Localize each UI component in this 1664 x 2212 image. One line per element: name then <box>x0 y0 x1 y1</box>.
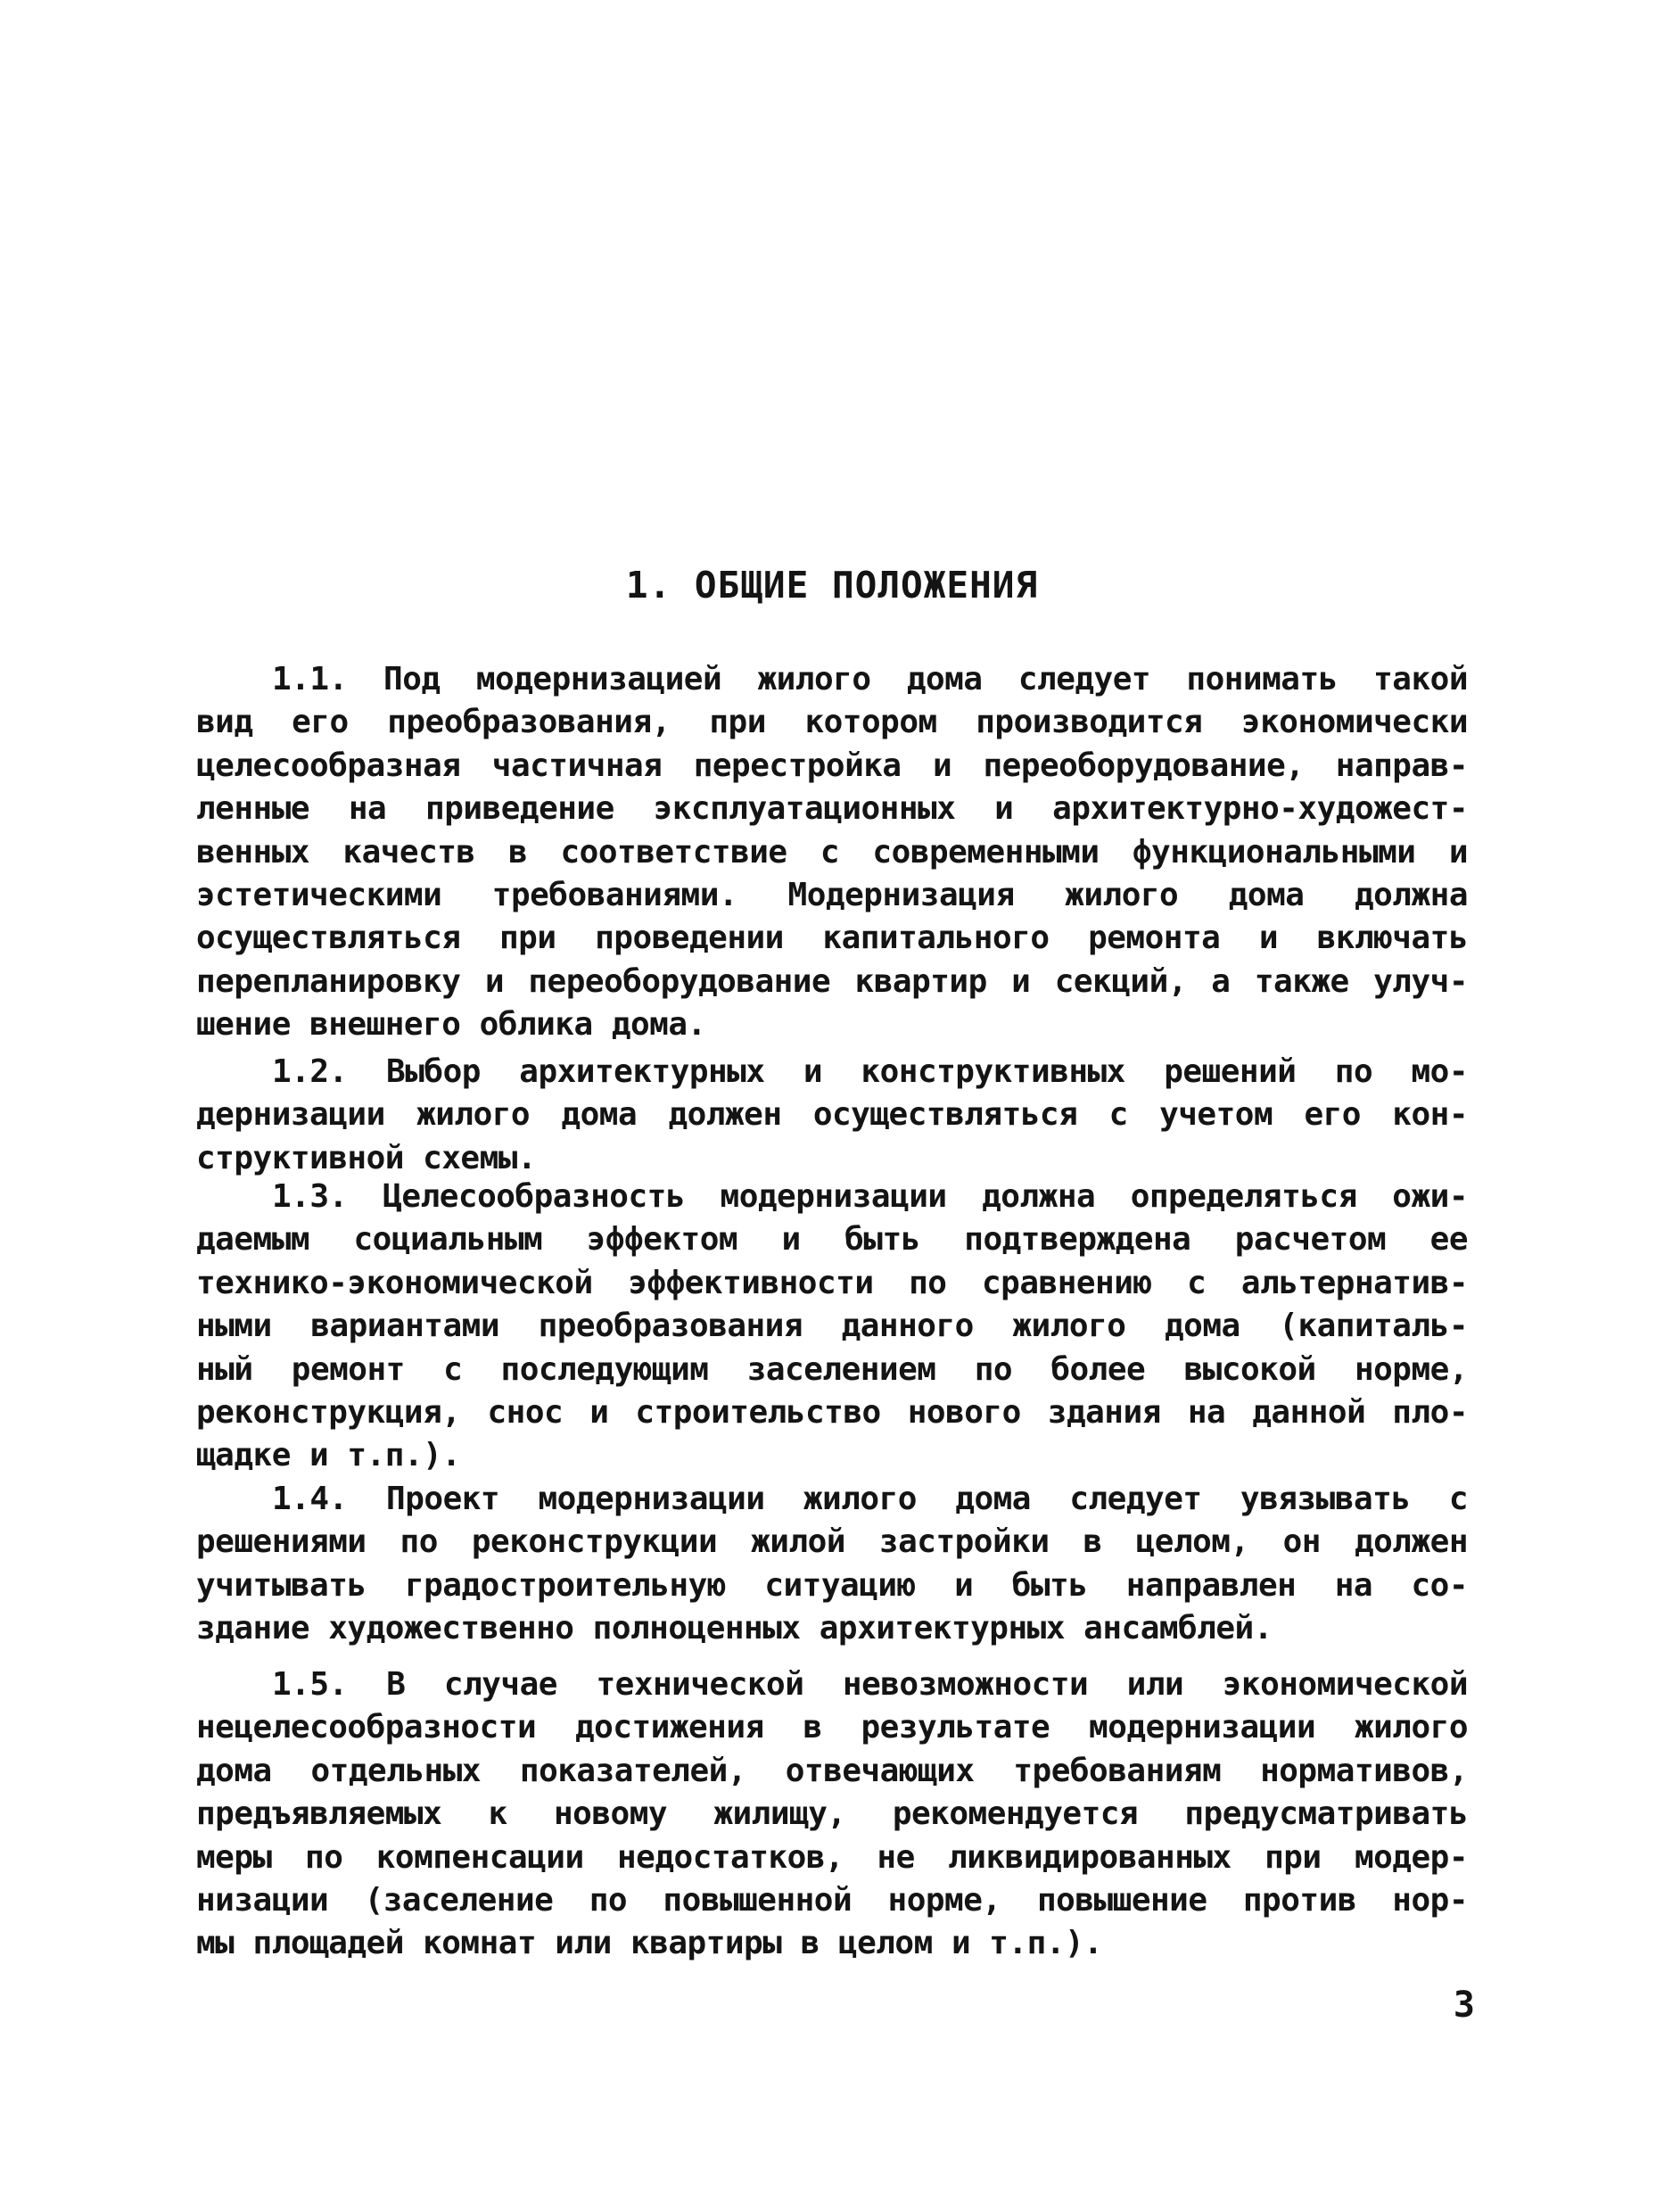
paragraph-1-5 <box>196 1663 1468 1966</box>
paragraph-line: перепланировку и переоборудование квартир и секций, а также улуч- <box>196 962 1468 1000</box>
paragraph-line: щадке и т.п.). <box>196 1437 461 1474</box>
page-number: 3 <box>1453 1985 1475 2026</box>
paragraph-line: мы площадей комнат или квартиры в целом и т.п.). <box>196 1925 1103 1962</box>
paragraph-line: структивной схемы. <box>196 1139 537 1176</box>
paragraph-line: здание художественно полноценных архитектурных ансамблей. <box>196 1610 1273 1647</box>
paragraph-line: эстетическими требованиями. Модернизация жилого дома должна <box>196 876 1468 913</box>
paragraph-1-2 <box>196 1051 1468 1180</box>
paragraph-line: венных качеств в соответствие с современными функциональными и <box>196 833 1468 871</box>
paragraph-line: меры по компенсации недостатков, не ликвидированных при модер- <box>196 1838 1468 1876</box>
paragraph-line: дома отдельных показателей, отвечающих требованиям нормативов, <box>196 1752 1468 1789</box>
paragraph-line: ный ремонт с последующим заселением по более высокой норме, <box>196 1350 1468 1388</box>
paragraph-line: вид его преобразования, при котором производится экономически <box>196 704 1468 741</box>
paragraph-line: 1.4. Проект модернизации жилого дома следует увязывать с <box>272 1481 1468 1517</box>
paragraph-line: реконструкция, снос и строительство нового здания на данной пло- <box>196 1393 1468 1431</box>
paragraph-line: дернизации жилого дома должен осуществляться с учетом его кон- <box>196 1096 1468 1134</box>
paragraph-line: 1.1. Под модернизацией жилого дома следует понимать такой <box>272 661 1468 697</box>
paragraph-line: 1.3. Целесообразность модернизации должна определяться ожи- <box>272 1178 1468 1215</box>
paragraph-line: решениями по реконструкции жилой застройки в целом, он должен <box>196 1523 1468 1561</box>
paragraph-line: нецелесообразности достижения в результате модернизации жилого <box>196 1709 1468 1746</box>
paragraph-line: 1.2. Выбор архитектурных и конструктивных решений по мо- <box>272 1053 1468 1090</box>
paragraph-line: ными вариантами преобразования данного жилого дома (капиталь- <box>196 1308 1468 1345</box>
section-title: 1. ОБЩИЕ ПОЛОЖЕНИЯ <box>625 564 1039 607</box>
paragraph-line: учитывать градостроительную ситуацию и быть направлен на со- <box>196 1566 1468 1604</box>
paragraph-1-1 <box>196 658 1468 1047</box>
paragraph-line: целесообразная частичная перестройка и переоборудование, направ- <box>196 747 1468 784</box>
paragraph-1-4 <box>196 1478 1468 1651</box>
paragraph-line: предъявляемых к новому жилищу, рекомендуется предусматривать <box>196 1795 1468 1833</box>
paragraph-line: осуществляться при проведении капитального ремонта и включать <box>196 920 1468 957</box>
paragraph-line: 1.5. В случае технической невозможности или экономической <box>272 1666 1468 1703</box>
paragraph-1-3 <box>196 1176 1468 1478</box>
paragraph-line: ленные на приведение эксплуатационных и архитектурно-художест- <box>196 790 1468 828</box>
paragraph-line: низации (заселение по повышенной норме, повышение против нор- <box>196 1881 1468 1919</box>
paragraph-line: даемым социальным эффектом и быть подтверждена расчетом ее <box>196 1221 1468 1259</box>
paragraph-line: шение внешнего облика дома. <box>196 1006 706 1044</box>
paragraph-line: технико-экономической эффективности по сравнению с альтернатив- <box>196 1264 1468 1301</box>
